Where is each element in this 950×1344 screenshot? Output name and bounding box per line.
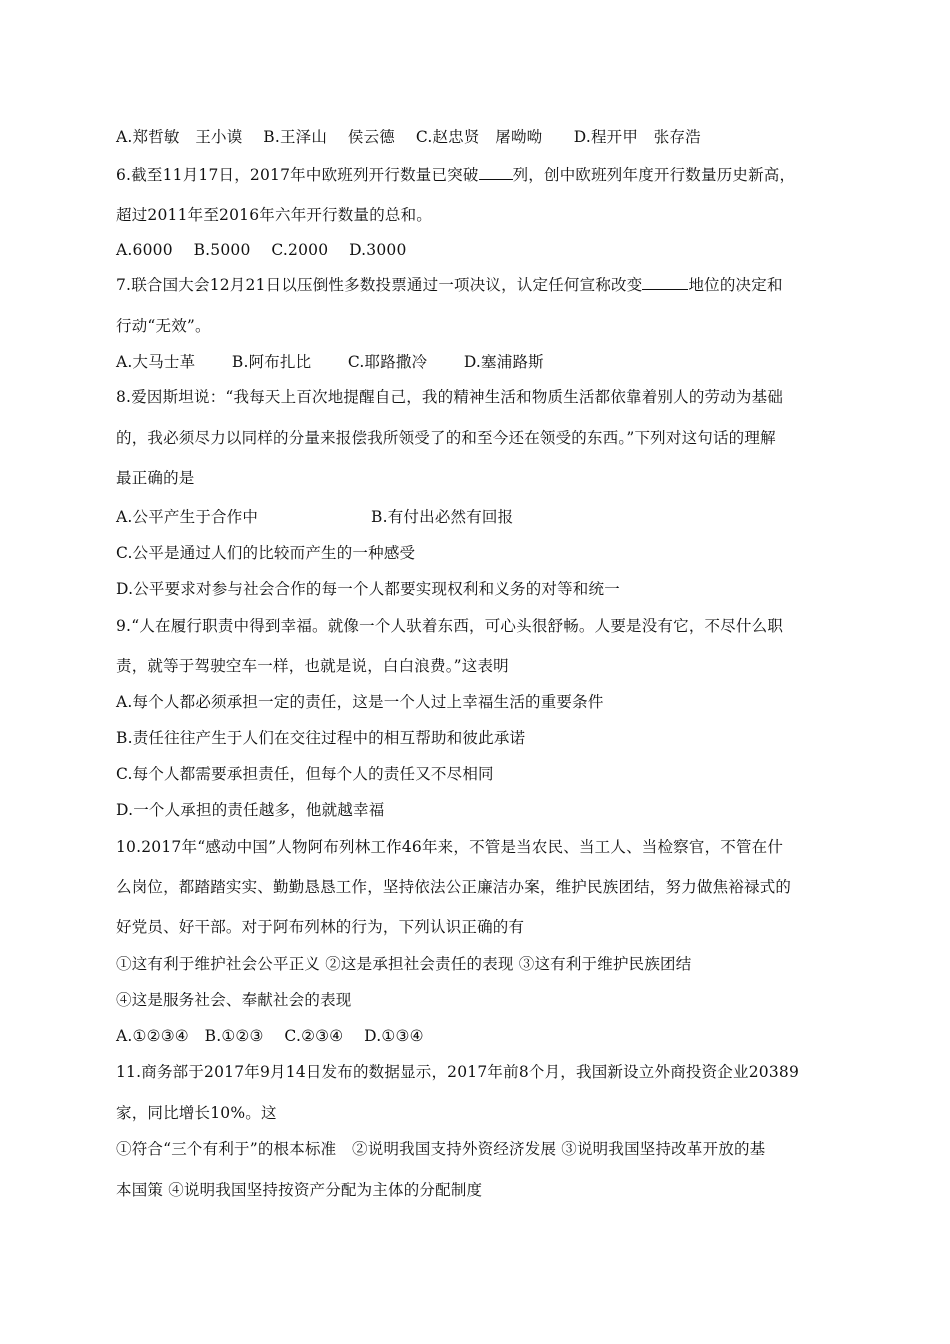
q8-stem-line2: 的，我必须尽力以同样的分量来报偿我所领受了的和至今还在领受的东西。”下列对这句话的理解: [116, 429, 776, 447]
q5-options: A.郑哲敏 王小谟 B.王泽山 侯云德 C.赵忠贤 屠呦呦 D.程开甲 张存浩: [116, 128, 701, 146]
q6-stem-after: 列，创中欧班列年度开行数量历史新高，: [512, 166, 796, 184]
q11-stem-line1: 11.商务部于2017年9月14日发布的数据显示，2017年前8个月，我国新设立外商投资企业20389: [116, 1063, 799, 1081]
q8-option-c: C.公平是通过人们的比较而产生的一种感受: [116, 544, 416, 562]
q9-option-a: A.每个人都必须承担一定的责任，这是一个人过上幸福生活的重要条件: [116, 693, 604, 711]
q11-stem-line2: 家，同比增长10%。这: [116, 1104, 277, 1122]
q8-stem-line3: 最正确的是: [116, 469, 195, 487]
q10-statements-line2: ④这是服务社会、奉献社会的表现: [116, 991, 352, 1009]
q11-statements-line1: ①符合“三个有利于”的根本标准 ②说明我国支持外资经济发展 ③说明我国坚持改革开放的基: [116, 1140, 766, 1158]
q6-stem-before: 6.截至11月17日，2017年中欧班列开行数量已突破: [116, 166, 479, 184]
q6-options: A.6000 B.5000 C.2000 D.3000: [116, 241, 407, 259]
q11-statements-line2: 本国策 ④说明我国坚持按资产分配为主体的分配制度: [116, 1181, 483, 1199]
q8-option-b: B.有付出必然有回报: [371, 508, 514, 526]
q7-stem-after: 地位的决定和: [688, 276, 783, 294]
q10-statements-line1: ①这有利于维护社会公平正义 ②这是承担社会责任的表现 ③这有利于维护民族团结: [116, 955, 692, 973]
q6-answer-blank: [479, 165, 513, 180]
q9-option-c: C.每个人都需要承担责任，但每个人的责任又不尽相同: [116, 765, 494, 783]
q9-stem-line1: 9.“人在履行职责中得到幸福。就像一个人驮着东西，可心头很舒畅。人要是没有它，不尽什么职: [116, 617, 784, 635]
q8-option-row-ab: [116, 507, 514, 527]
q9-stem-line2: 责，就等于驾驶空车一样，也就是说，白白浪费。”这表明: [116, 657, 509, 675]
q7-stem-line2: 行动“无效”。: [116, 317, 211, 335]
q8-option-a: A.公平产生于合作中: [116, 508, 259, 526]
q9-option-b: B.责任往往产生于人们在交往过程中的相互帮助和彼此承诺: [116, 729, 526, 747]
q7-stem-before: 7.联合国大会12月21日以压倒性多数投票通过一项决议，认定任何宣称改变: [116, 276, 643, 294]
q8-option-d: D.公平要求对参与社会合作的每一个人都要实现权利和义务的对等和统一: [116, 580, 620, 598]
q10-stem-line3: 好党员、好干部。对于阿布列林的行为，下列认识正确的有: [116, 918, 525, 936]
q6-stem-line1: [116, 165, 795, 185]
q7-stem-line1: [116, 275, 783, 295]
q10-stem-line2: 么岗位，都踏踏实实、勤勤恳恳工作，坚持依法公正廉洁办案，维护民族团结，努力做焦裕禄式的: [116, 878, 792, 896]
q8-stem-line1: 8.爱因斯坦说：“我每天上百次地提醒自己，我的精神生活和物质生活都依靠着别人的劳动为基础: [116, 388, 784, 406]
q10-options: A.①②③④ B.①②③ C.②③④ D.①③④: [116, 1027, 424, 1045]
q6-stem-line2: 超过2011年至2016年六年开行数量的总和。: [116, 206, 432, 224]
q9-option-d: D.一个人承担的责任越多，他就越幸福: [116, 801, 385, 819]
q7-answer-blank: [642, 275, 688, 290]
q7-options: A.大马士革 B.阿布扎比 C.耶路撒冷 D.塞浦路斯: [116, 353, 544, 371]
q10-stem-line1: 10.2017年“感动中国”人物阿布列林工作46年来，不管是当农民、当工人、当检察官，不管在什: [116, 838, 784, 856]
